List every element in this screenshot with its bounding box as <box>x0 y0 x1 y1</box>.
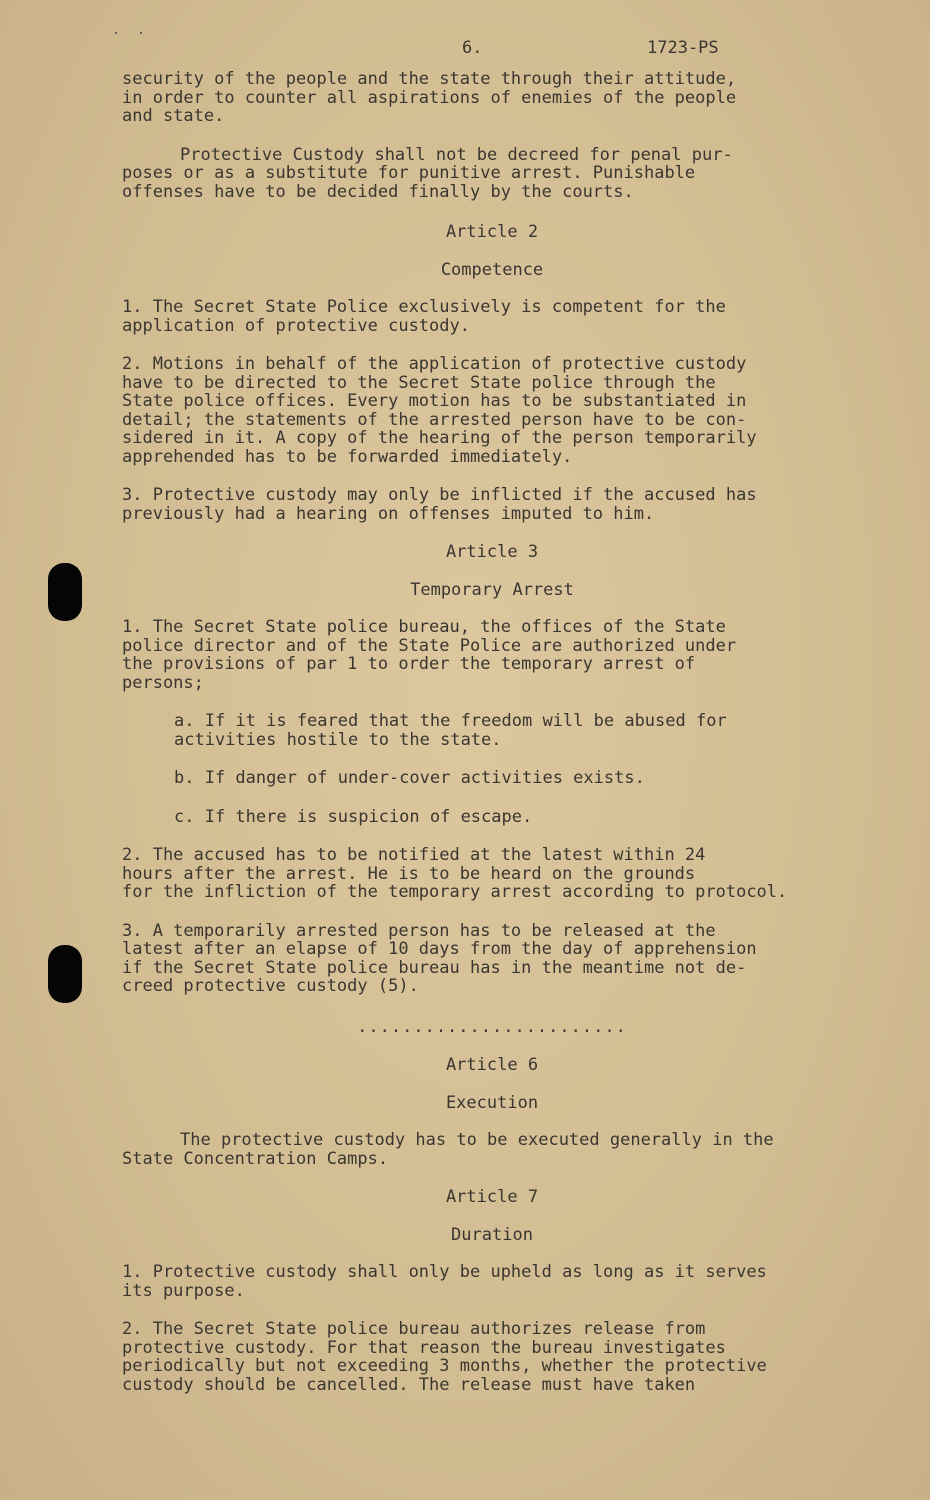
page-number: 6. <box>462 38 483 58</box>
article-3-item-2: 2. The accused has to be notified at the latest within 24 hours after the arrest. He is to be heard on the grounds for the infliction of the temporary arrest according to protocol. <box>122 845 788 902</box>
article-3-item-1c: c. If there is suspicion of escape. <box>174 806 533 827</box>
article-2-item-3: 3. Protective custody may only be inflicted if the accused has previously had a hearing on offenses imputed to him. <box>122 485 757 524</box>
article-2-title: Article 2 <box>445 222 539 242</box>
article-7-title: Article 7 <box>445 1187 539 1207</box>
article-6-text: The protective custody has to be executed generally in the State Concentration Camps. <box>122 1130 774 1169</box>
binder-hole-upper <box>48 563 82 621</box>
omission-separator: ........................ <box>357 1016 627 1037</box>
paragraph-continuation: security of the people and the state through their attitude, in order to counter all aspirations of enemies of the people and state. <box>122 69 737 126</box>
article-2-heading: Competence <box>440 259 544 280</box>
paragraph-penal-purposes: Protective Custody shall not be decreed for penal pur- poses or as a substitute for punitive arrest. Punishable offenses have to be decided finally by the courts. <box>122 144 733 202</box>
article-7-item-1: 1. Protective custody shall only be upheld as long as it serves its purpose. <box>122 1262 767 1301</box>
article-6-title: Article 6 <box>445 1055 539 1075</box>
article-6-heading: Execution <box>445 1092 539 1113</box>
binder-hole-lower <box>48 945 82 1003</box>
article-3-heading: Temporary Arrest <box>410 579 574 600</box>
paper-speck: · · <box>112 26 150 42</box>
article-3-item-1a: a. If it is feared that the freedom will be abused for activities hostile to the state. <box>174 711 727 750</box>
article-2-item-1: 1. The Secret State Police exclusively is competent for the application of protective custody. <box>122 297 726 336</box>
document-body <box>122 70 862 1414</box>
article-3-item-1b: b. If danger of under-cover activities exists. <box>174 768 645 788</box>
article-7-item-2: 2. The Secret State police bureau authorizes release from protective custody. For that reason the bureau investigates periodically but not exceeding 3 months, whether the protective custody should be cancelled. The release must have taken <box>122 1319 767 1395</box>
article-3-item-1: 1. The Secret State police bureau, the offices of the State police director and of the State Police are authorized under the provisions of par 1 to order the temporary arrest of persons; <box>122 617 737 693</box>
article-2-item-2: 2. Motions in behalf of the application of protective custody have to be directed to the Secret State police through the State police offices. Every motion has to be substantiated in detail; the statements of the arrested person have to be con- sidered in it. A copy of the hearing of the person temporarily apprehended has to be forwarded immediately. <box>122 354 757 467</box>
article-3-item-3: 3. A temporarily arrested person has to be released at the latest after an elapse of 10 days from the day of apprehension if the Secret State police bureau has in the meantime not de- creed protective custody (5). <box>122 920 757 996</box>
document-id: 1723-PS <box>647 38 719 58</box>
article-7-heading: Duration <box>451 1224 533 1245</box>
article-3-title: Article 3 <box>445 542 539 562</box>
